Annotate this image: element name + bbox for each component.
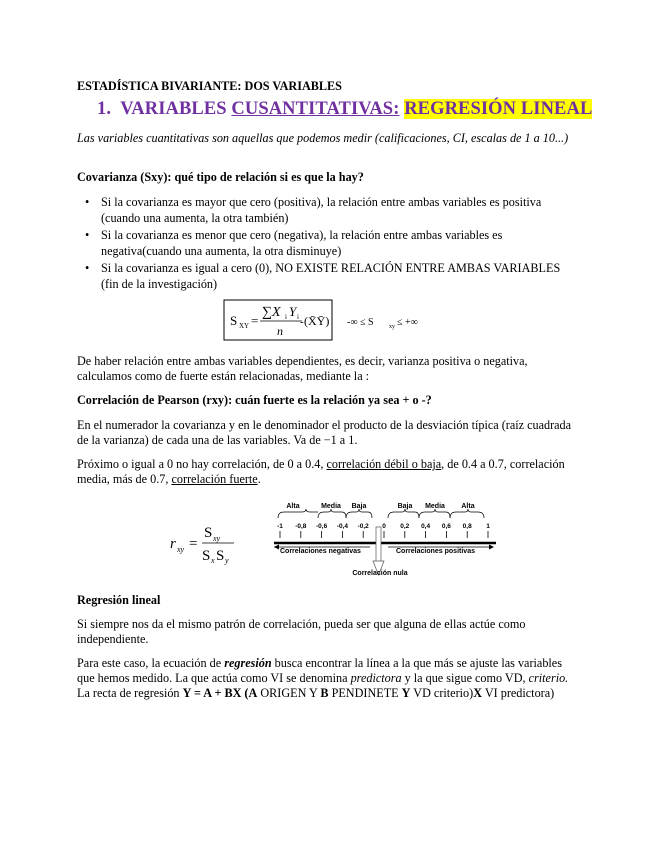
formula-range-end: ≤ +∞ <box>397 317 418 328</box>
scale-tick-label: -1 <box>277 523 283 530</box>
bullet-icon: • <box>85 261 90 275</box>
formula-mean: (X̄Ȳ) <box>304 314 330 328</box>
neg-caption: Correlaciones negativas <box>280 548 361 555</box>
scale-tick-labels <box>277 523 490 538</box>
regression-paragraph-2: Para este caso, la ecuación de regresión busca encontrar la línea a la que más se ajuste las variables que hemos medido. La que actúa como VI se denomina predictora y la que sigue como VD, criterio. La recta de regresión Y = A + BX (A ORIGEN Y B PENDINETE Y VD criterio)X VI predictora) <box>77 656 569 700</box>
formula-eq: = <box>251 313 259 328</box>
list-item: • Si la covarianza es menor que cero (negativa), la relación entre ambas variables es negativa(cuando una aumenta, la otra disminuye) <box>85 228 503 258</box>
scale-tick-label: 0,6 <box>441 523 451 530</box>
pearson-lhs: r <box>170 536 176 552</box>
formula-lhs-sub: XY <box>239 322 250 330</box>
scale-tick-label: -0,4 <box>336 523 349 530</box>
scale-tick-label: -0,2 <box>357 523 369 530</box>
strong-correlation: correlación fuerte <box>171 472 258 486</box>
scale-pos-label: Media <box>425 503 445 510</box>
pearson-eq: = <box>189 536 198 552</box>
weak-correlation: correlación débil o baja <box>326 457 442 471</box>
scale-brace <box>318 509 346 518</box>
pearson-den1: S <box>202 548 211 564</box>
scale-brace <box>450 509 484 518</box>
list-item: • Si la covarianza es igual a cero (0), NO EXISTE RELACIÓN ENTRE AMBAS VARIABLES (fin de la investigación) <box>85 261 561 291</box>
pearson-den1-sub: x <box>211 556 215 565</box>
pearson-den2-sub: y <box>225 556 229 565</box>
scale-tick-label: 0 <box>382 523 386 530</box>
pearson-den2: S <box>216 548 225 564</box>
scale-tick-label: 0,2 <box>400 523 410 530</box>
correlation-scale <box>270 495 500 580</box>
scale-neg-label: Alta <box>286 503 300 510</box>
formula-denominator: n <box>277 324 283 338</box>
title-number: 1. <box>97 99 112 119</box>
left-arrow-icon <box>274 545 279 550</box>
intro-paragraph: Las variables cuantitativas son aquellas que podemos medir (calificaciones, CI, escalas de 1 a 10...) <box>77 131 569 145</box>
formula-num-y: Y <box>289 304 297 319</box>
relation-paragraph: De haber relación entre ambas variables dependientes, es decir, varianza positiva o negativa, calculamos como de fuerte están relacionadas, mediante la : <box>77 354 528 383</box>
title-part1: VARIABLES <box>120 99 227 119</box>
regression-paragraph-1: Si siempre nos da el mismo patrón de correlación, pueda ser que alguna de ellas actúe como independiente. <box>77 617 526 646</box>
pearson-description: En el numerador la covarianza y en le denominador el producto de la desviación típica (raíz cuadrada de la varianza) de cada una de las variables. Va de −1 a 1. <box>77 418 572 447</box>
regression-heading: Regresión lineal <box>77 593 161 607</box>
scale-tick-label: -0,6 <box>315 523 328 530</box>
pearson-num: S <box>204 525 213 541</box>
scale-brace <box>278 509 318 518</box>
pearson-formula <box>168 518 248 568</box>
title-part2: CUSANTITATIVAS: <box>231 99 400 119</box>
scale-neg-label: Baja <box>351 503 367 510</box>
scale-tick-label: 0,4 <box>421 523 431 530</box>
pearson-lhs-sub: xy <box>177 545 185 554</box>
covariance-bullets <box>77 195 577 294</box>
pos-caption: Correlaciones positivas <box>396 548 475 555</box>
formula-minus: - <box>300 316 304 328</box>
pearson-num-sub: xy <box>213 534 221 543</box>
document-heading: ESTADÍSTICA BIVARIANTE: DOS VARIABLES <box>77 79 342 93</box>
scale-brace <box>419 509 450 518</box>
scale-tick-label: 1 <box>486 523 490 530</box>
bullet-icon: • <box>85 228 90 242</box>
formula-lhs: S <box>230 313 238 328</box>
bullet-icon: • <box>85 195 90 209</box>
list-item: • Si la covarianza es mayor que cero (positiva), la relación entre ambas variables es positiva (cuando una aumenta, la otra también) <box>85 195 542 225</box>
scale-pos-label: Alta <box>461 503 475 510</box>
scale-brace <box>346 509 372 518</box>
covariance-formula <box>222 298 432 344</box>
covariance-heading: Covarianza (Sxy): qué tipo de relación si es que la hay? <box>77 170 364 184</box>
formula-num-sub1: i <box>285 313 287 321</box>
scale-neg-label: Media <box>321 503 341 510</box>
formula-range: -∞ ≤ S <box>347 317 374 328</box>
formula-num-sub2: i <box>297 313 299 321</box>
scale-brace <box>388 509 419 518</box>
pearson-heading: Correlación de Pearson (rxy): cuán fuerte es la relación ya sea + o -? <box>77 393 432 407</box>
section-title <box>97 99 592 120</box>
scale-tick-label: -0,8 <box>295 523 307 530</box>
title-part3: REGRESIÓN LINEAL <box>404 99 593 119</box>
scale-pos-label: Baja <box>397 503 413 510</box>
formula-numerator: ∑X <box>262 305 281 320</box>
right-arrow-icon <box>489 545 494 550</box>
formula-range-sub: xy <box>389 324 395 330</box>
pearson-ranges: Próximo o igual a 0 no hay correlación, de 0 a 0.4, correlación débil o baja, de 0.4 a 0.7, correlación media, más de 0.7, correlación fuerte. <box>77 457 565 486</box>
null-caption: Correlación nula <box>352 570 408 577</box>
scale-tick-label: 0,8 <box>462 523 472 530</box>
